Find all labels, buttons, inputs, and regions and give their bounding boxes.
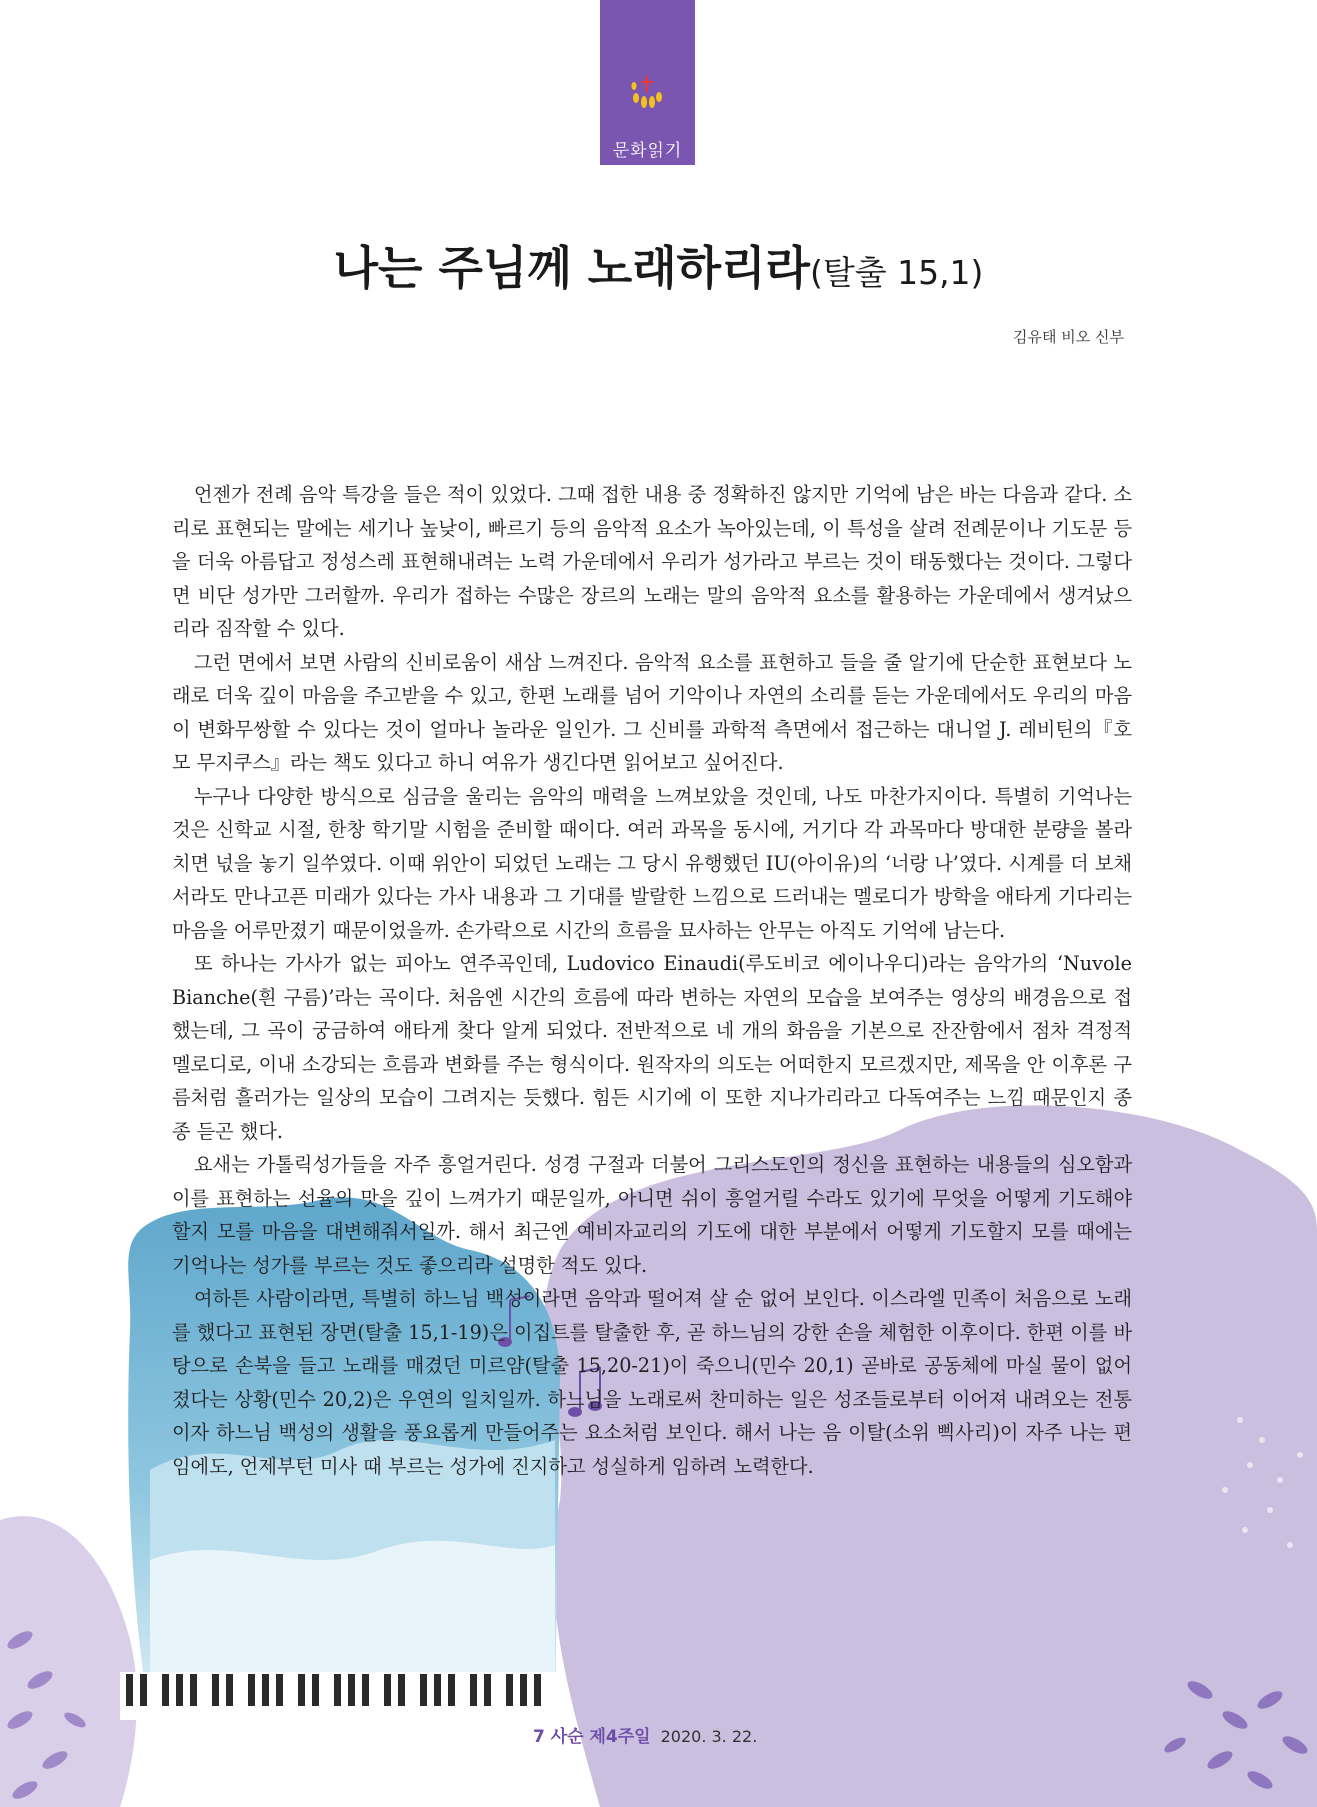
paragraph: 그런 면에서 보면 사람의 신비로움이 새삼 느껴진다. 음악적 요소를 표현하고 들을 줄 알기에 단순한 표현보다 노래로 더욱 깊이 마음을 주고받을 수 있고, 한편 노래를 넘어 기악이나 자연의 소리를 듣는 가운데에서도 우리의 마음이 변화무쌍할 수 있다는 것이 얼마나 놀라운 일인가. 그 신비를 과학적 측면에서 접근하는 대니얼 J. 레비틴의『호모 무지쿠스』라는 책도 있다고 하니 여유가 생긴다면 읽어보고 싶어진다. [172, 650, 1132, 774]
section-label: 문화읽기 [612, 141, 683, 161]
footer-date: 2020. 3. 22. [660, 1727, 758, 1746]
liturgical-week: 7 사순 제4주일 [533, 1727, 651, 1747]
title-reference: (탈출 15,1) [809, 253, 984, 292]
candle-cross-icon [627, 72, 667, 116]
paragraph: 요새는 가톨릭성가들을 자주 흥얼거린다. 성경 구절과 더불어 그리스도인의 정신을 표현하는 내용들의 심오함과 이를 표현하는 선율의 맛을 깊이 느껴가기 때문일까, 아니면 쉬이 흥얼거릴 수라도 있기에 무엇을 어떻게 기도해야할지 모를 마음을 대변해줘서일까. 해서 최근엔 예비자교리의 기도에 대한 부분에서 어떻게 기도할지 모를 때에는 기억나는 성가를 부르는 것도 좋으리라 설명한 적도 있다. [172, 1153, 1132, 1277]
section-tab [600, 0, 695, 165]
paragraph: 또 하나는 가사가 없는 피아노 연주곡인데, Ludovico Einaudi(루도비코 에이나우디)라는 음악가의 ‘Nuvole Bianche(흰 구름)’라는 곡이다. 처음엔 시간의 흐름에 따라 변하는 자연의 모습을 보여주는 영상의 배경음으로 접했는데, 그 곡이 궁금하여 애타게 찾다 알게 되었다. 전반적으로 네 개의 화음을 기본으로 잔잔함에서 점차 격정적 멜로디로, 이내 소강되는 흐름과 변화를 주는 형식이다. 원작자의 의도는 어떠한지 모르겠지만, 제목을 안 이후론 구름처럼 흘러가는 일상의 모습이 그려지는 듯했다. 힘든 시기에 이 또한 지나가리라고 다독여주는 느낌 때문인지 종종 듣곤 했다. [172, 952, 1132, 1143]
paragraph: 누구나 다양한 방식으로 심금을 울리는 음악의 매력을 느껴보았을 것인데, 나도 마찬가지이다. 특별히 기억나는 것은 신학교 시절, 한창 학기말 시험을 준비할 때이다. 여러 과목을 동시에, 거기다 각 과목마다 방대한 분량을 볼라 치면 넋을 놓기 일쑤였다. 이때 위안이 되었던 노래는 그 당시 유행했던 IU(아이유)의 ‘너랑 나’였다. 시계를 더 보채서라도 만나고픈 미래가 있다는 가사 내용과 그 기대를 발랄한 느낌으로 드러내는 멜로디가 방학을 애타게 기다리는 마음을 어루만졌기 때문이었을까. 손가락으로 시간의 흐름을 묘사하는 안무는 아직도 기억에 남는다. [172, 784, 1132, 942]
paragraph: 여하튼 사람이라면, 특별히 하느님 백성이라면 음악과 떨어져 살 순 없어 보인다. 이스라엘 민족이 처음으로 노래를 했다고 표현된 장면(탈출 15,1-19)은 이집트를 탈출한 후, 곧 하느님의 강한 손을 체험한 이후이다. 한편 이를 바탕으로 손북을 들고 노래를 매겼던 미르얌(탈출 15,20-21)이 죽으니(민수 20,1) 곧바로 공동체에 마실 물이 없어졌다는 상황(민수 20,2)은 우연의 일치일까. 하느님을 노래로써 찬미하는 일은 성조들로부터 이어져 내려오는 전통이자 하느님 백성의 생활을 풍요롭게 만들어주는 요소처럼 보인다. 해서 나는 음 이탈(소위 삑사리)이 자주 나는 편임에도, 언제부턴 미사 때 부르는 성가에 진지하고 성실하게 임하려 노력한다. [172, 1287, 1132, 1478]
paragraph: 언젠가 전례 음악 특강을 들은 적이 있었다. 그때 접한 내용 중 정확하진 않지만 기억에 남은 바는 다음과 같다. 소리로 표현되는 말에는 세기나 높낮이, 빠르기 등의 음악적 요소가 녹아있는데, 이 특성을 살려 전례문이나 기도문 등을 더욱 아름답고 정성스레 표현해내려는 노력 가운데에서 우리가 성가라고 부르는 것이 태동했다는 것이다. 그렇다면 비단 성가만 그러할까. 우리가 접하는 수많은 장르의 노래는 말의 음악적 요소를 활용하는 가운데에서 생겨났으리라 짐작할 수 있다. [172, 483, 1132, 640]
title-main: 나는 주님께 노래하리라 [333, 241, 810, 295]
article-title [0, 232, 1317, 298]
article-body [172, 478, 1132, 1483]
author-byline: 김유태 비오 신부 [1013, 328, 1124, 346]
lavender-cloud-left [0, 1516, 137, 1807]
page-footer [533, 1722, 757, 1747]
